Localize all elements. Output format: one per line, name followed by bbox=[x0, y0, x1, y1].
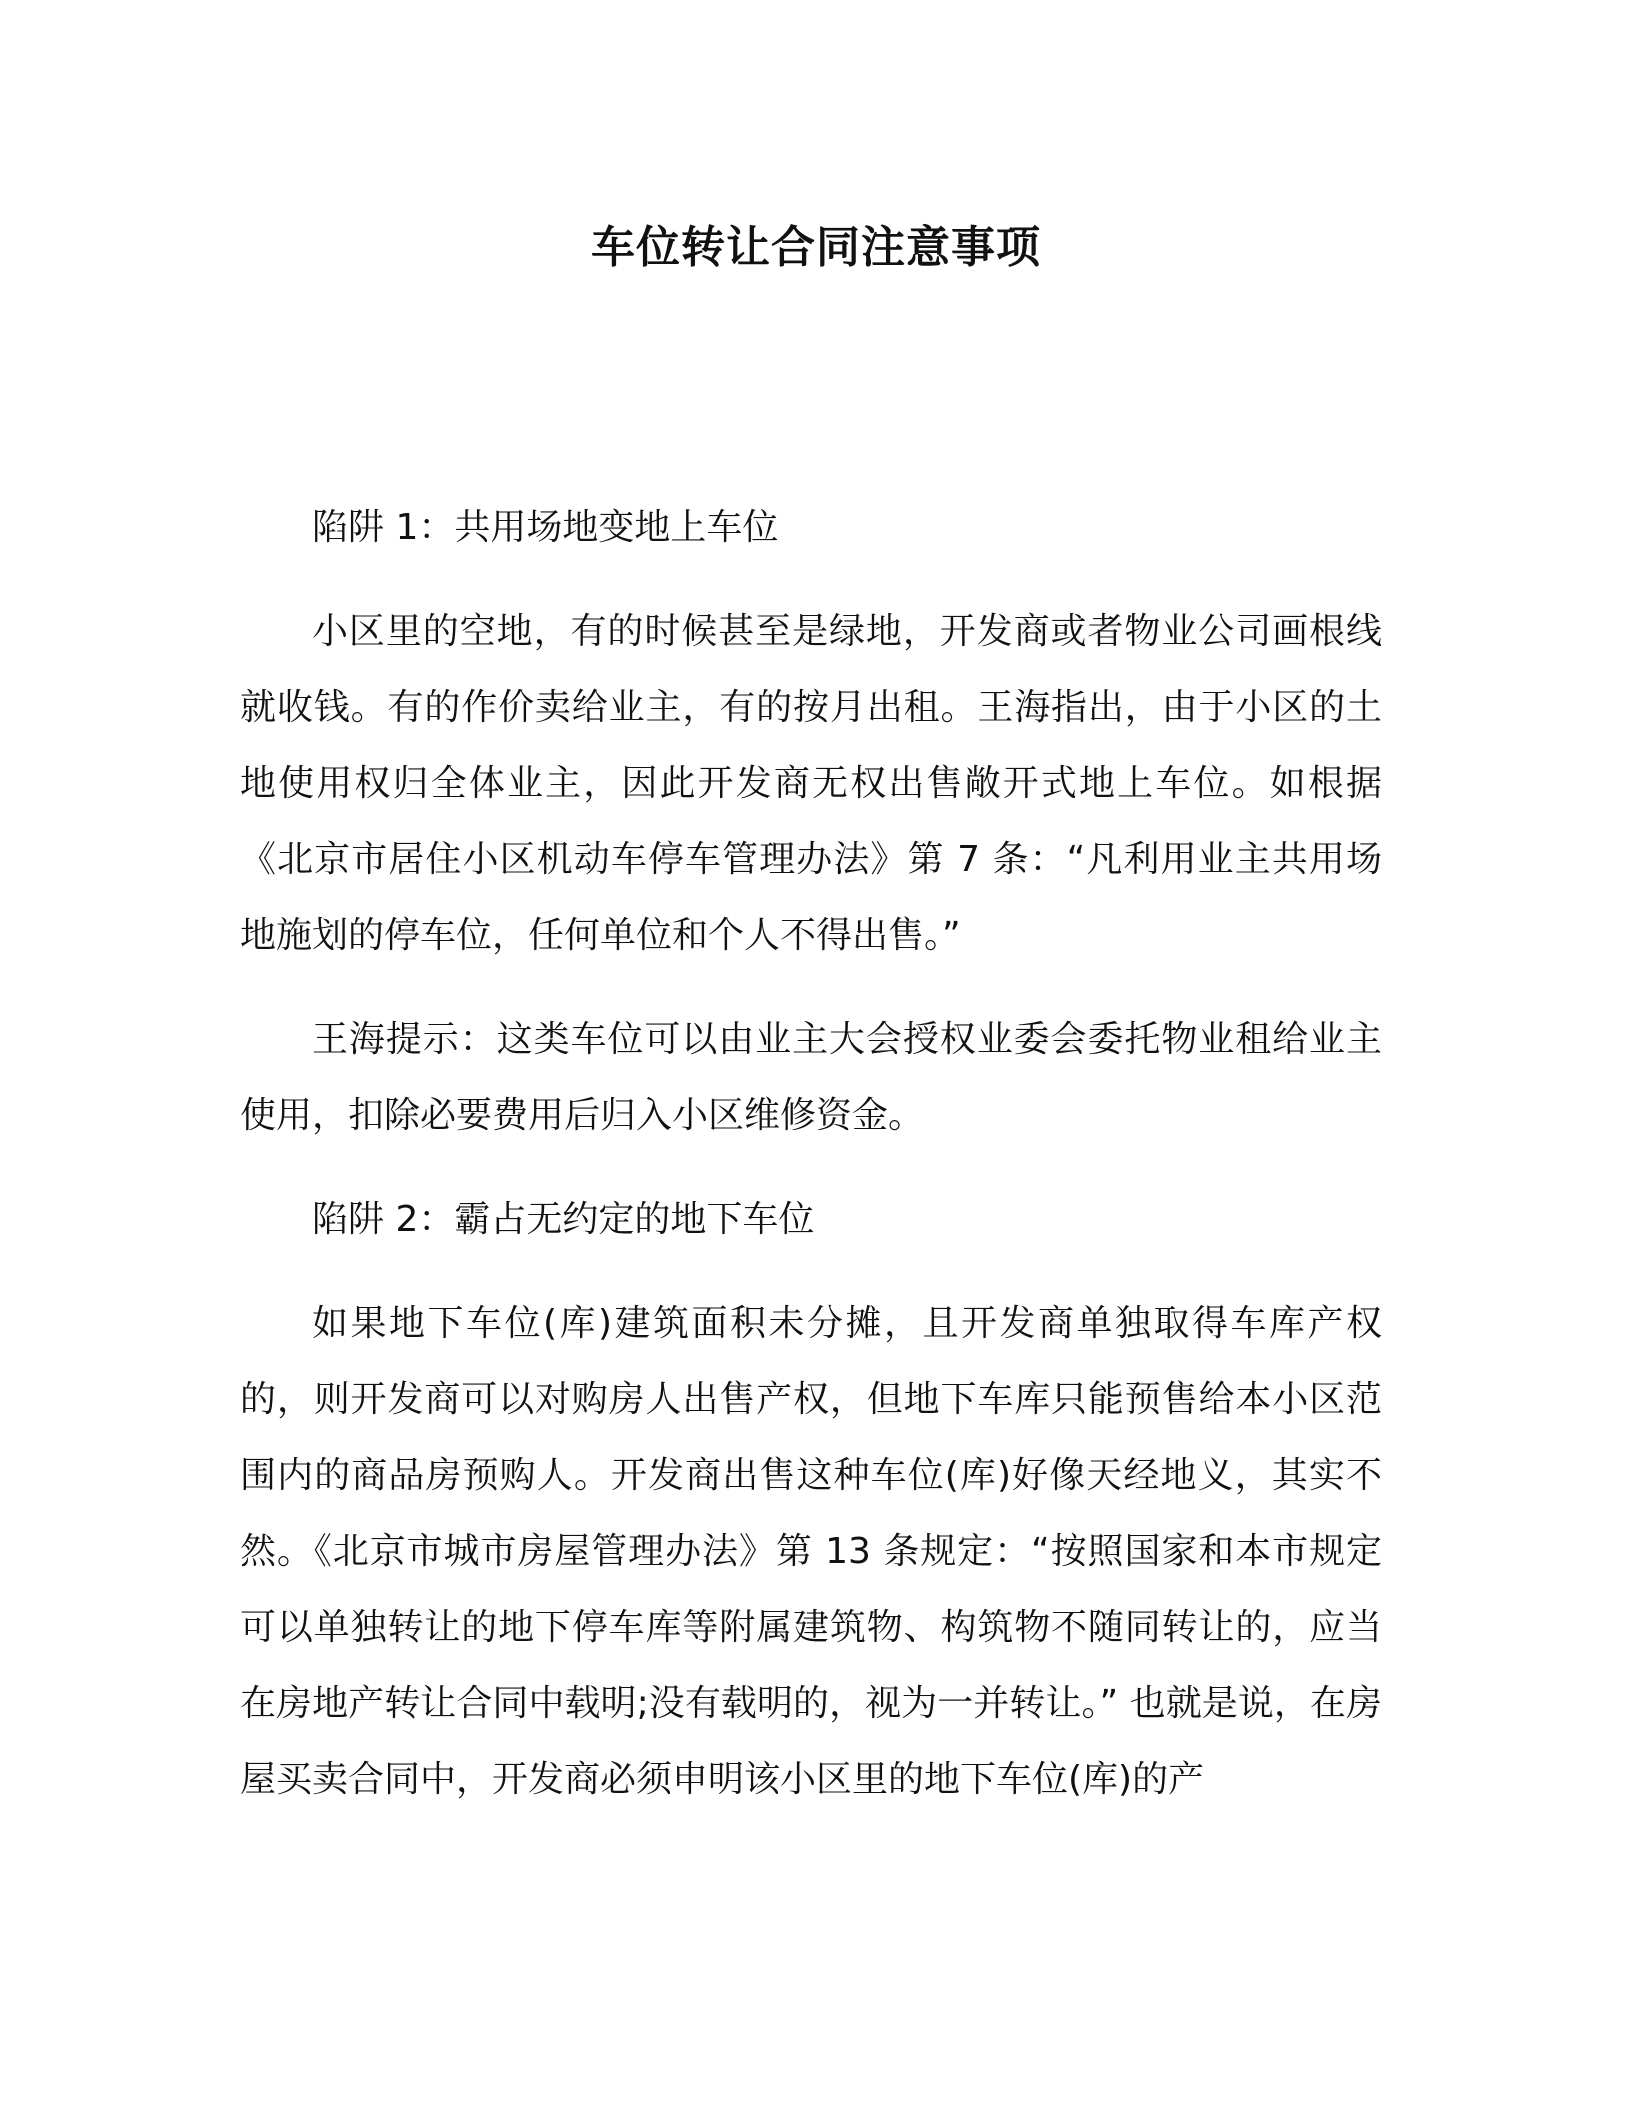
paragraph-trap-1-description: 小区里的空地，有的时候甚至是绿地，开发商或者物业公司画根线就收钱。有的作价卖给业主，有的按月出租。王海指出，由于小区的土地使用权归全体业主，因此开发商无权出售敞开式地上车位。如根据《北京市居住小区机动车停车管理办法》第 7 条：“凡利用业主共用场地施划的停车位，任何单位和个人不得出售。” bbox=[240, 611, 1382, 956]
paragraph-trap-1-tip: 王海提示：这类车位可以由业主大会授权业委会委托物业租给业主使用，扣除必要费用后归入小区维修资金。 bbox=[240, 1019, 1382, 1136]
document-body bbox=[240, 490, 1382, 1846]
section-heading-trap-2: 陷阱 2：霸占无约定的地下车位 bbox=[312, 1199, 815, 1240]
section-heading-trap-1: 陷阱 1：共用场地变地上车位 bbox=[312, 507, 779, 548]
paragraph-trap-2-description: 如果地下车位(库)建筑面积未分摊，且开发商单独取得车库产权的，则开发商可以对购房人出售产权，但地下车库只能预售给本小区范围内的商品房预购人。开发商出售这种车位(库)好像天经地义，其实不然。《北京市城市房屋管理办法》第 13 条规定：“按照国家和本市规定可以单独转让的地下停车库等附属建筑物、构筑物不随同转让的，应当在房地产转让合同中载明;没有载明的，视为一并转让。” 也就是说，在房屋买卖合同中，开发商必须申明该小区里的地下车位(库)的产 bbox=[240, 1303, 1382, 1800]
document-title: 车位转让合同注意事项 bbox=[591, 222, 1041, 273]
